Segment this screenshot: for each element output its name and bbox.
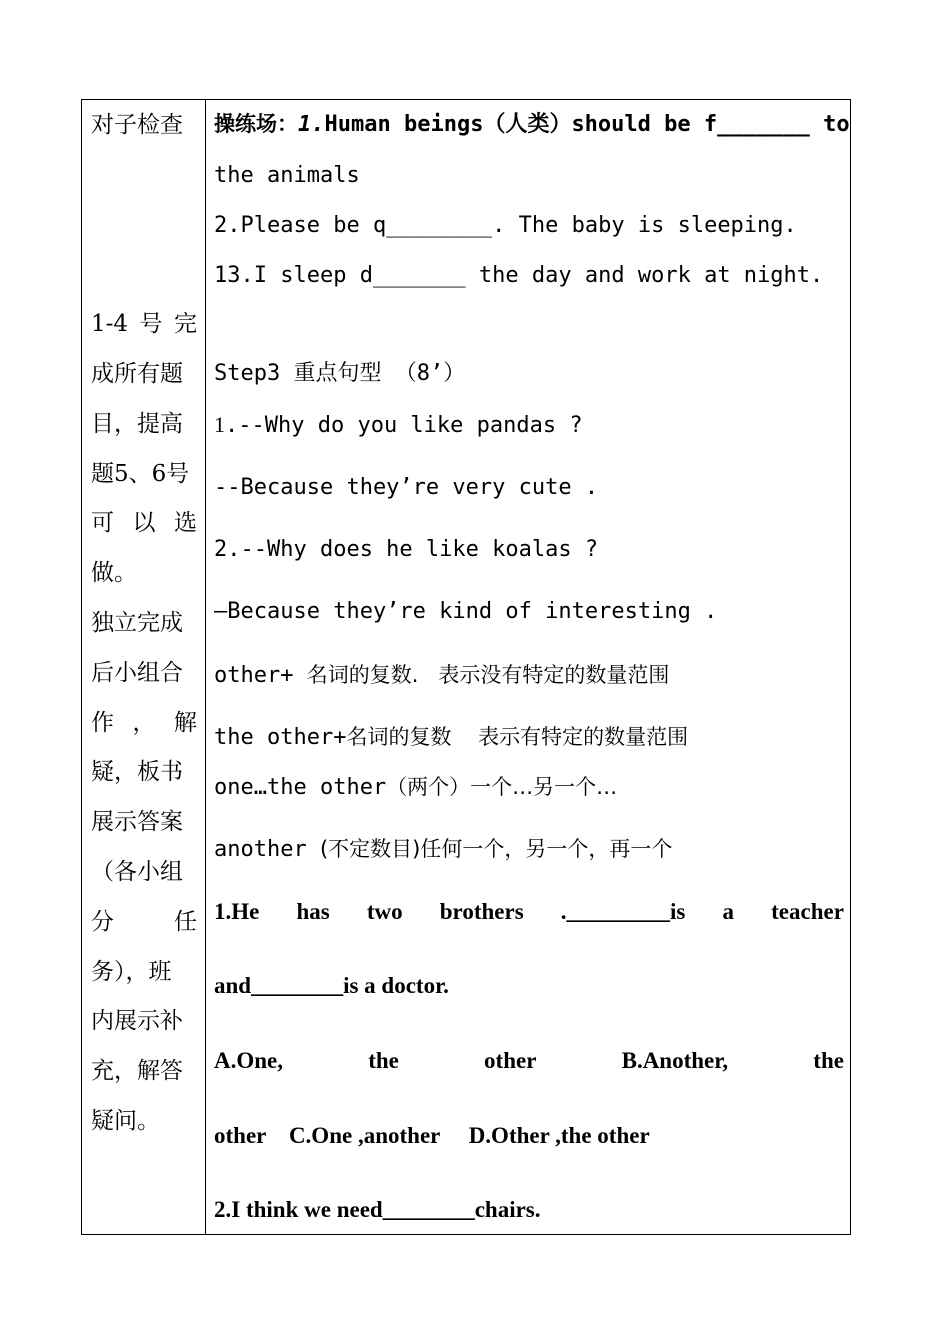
practice-q2: 2.Please be q________. The baby is sleeping. xyxy=(214,213,797,238)
exercise-q2: 2.I think we need________chairs. xyxy=(214,1197,541,1222)
left-note-line: 内展示补 xyxy=(91,1008,183,1035)
left-note-line: 疑问。 xyxy=(91,1107,160,1134)
left-note-line: 目，提高 xyxy=(91,410,183,437)
left-note-line: 1-4 号 完 xyxy=(91,311,197,338)
note-the-other-cn: 名词的复数 表示有特定的数量范围 xyxy=(346,725,689,749)
exercise-word: has xyxy=(296,899,330,924)
left-note-line: 务），班 xyxy=(91,958,172,985)
exercise-word: the xyxy=(368,1048,399,1073)
sentence-1-number: 1 xyxy=(214,412,225,437)
sentence-1-text: .--Why do you like pandas ? xyxy=(225,413,583,438)
left-note-line: 展示答案 xyxy=(91,809,183,836)
sentence-1 xyxy=(214,410,583,441)
teaching-notes-column xyxy=(91,105,197,1151)
exercise-word: ._________is xyxy=(560,899,686,924)
practice-q1-text: Human beings（人类）should be f_______ to xyxy=(324,112,850,137)
note-other-en: other+ xyxy=(214,663,307,688)
exercise-word: 1.He xyxy=(214,899,260,924)
left-note-line: 分 任 xyxy=(91,908,197,935)
note-one-the-other xyxy=(214,772,617,803)
column-divider xyxy=(205,99,206,1235)
note-other-cn: 名词的复数. 表示没有特定的数量范围 xyxy=(306,663,670,687)
exercise-options-continuation: other C.One ,another D.Other ,the other xyxy=(214,1123,650,1148)
left-note-line: 成所有题 xyxy=(91,360,183,387)
sentence-2-answer: —Because they’re kind of interesting . xyxy=(214,599,718,624)
practice-q1-continuation: the animals xyxy=(214,163,360,188)
note-the-other-en: the other+ xyxy=(214,725,347,750)
exercise-q1-continuation: and________is a doctor. xyxy=(214,973,449,998)
note-the-other xyxy=(214,722,688,753)
exercise-word: B.Another, xyxy=(621,1048,729,1073)
exercise-word: a xyxy=(722,899,735,924)
left-note-line: （各小组 xyxy=(91,858,183,885)
left-note-line: 做。 xyxy=(91,560,137,587)
exercise-options xyxy=(214,1046,844,1076)
exercise-word: A.One, xyxy=(214,1048,283,1073)
note-another-cn: (不定数目)任何一个，另一个，再一个 xyxy=(319,837,673,861)
exercise-word: teacher xyxy=(771,899,844,924)
note-one-the-other-cn: （两个）一个…另一个… xyxy=(386,775,618,799)
exercise-word: two xyxy=(366,899,403,924)
exercise-word: brothers xyxy=(439,899,524,924)
left-note-line: 对子检查 xyxy=(91,112,183,138)
exercise-word: other xyxy=(484,1048,537,1073)
left-note-line: 题5、6号 xyxy=(91,460,190,487)
sentence-2: 2.--Why does he like koalas ? xyxy=(214,537,599,562)
practice-q1-number: 1. xyxy=(298,112,325,137)
left-note-line: 疑，板书 xyxy=(91,759,183,786)
left-note-line: 后小组合 xyxy=(91,659,183,686)
practice-q3: 13.I sleep d_______ the day and work at night. xyxy=(214,263,824,288)
left-note-line: 独立完成 xyxy=(91,609,183,636)
left-note-line: 作 ， 解 xyxy=(91,709,197,736)
note-other xyxy=(214,660,669,691)
step3-title: Step3 重点句型 （8’） xyxy=(214,361,466,386)
practice-q1 xyxy=(214,109,850,140)
left-note-line xyxy=(91,155,197,205)
left-note-line: 充，解答 xyxy=(91,1058,183,1085)
left-note-line xyxy=(91,205,197,255)
exercise-q1 xyxy=(214,897,844,927)
left-note-line: 可 以 选 xyxy=(91,510,197,537)
left-note-line xyxy=(91,254,197,304)
note-one-the-other-en: one…the other xyxy=(214,775,387,800)
exercise-word: the xyxy=(813,1048,844,1073)
note-another xyxy=(214,834,672,865)
practice-label: 操练场： xyxy=(214,112,298,136)
note-another-en: another xyxy=(214,837,320,862)
sentence-1-answer: --Because they’re very cute . xyxy=(214,475,599,500)
